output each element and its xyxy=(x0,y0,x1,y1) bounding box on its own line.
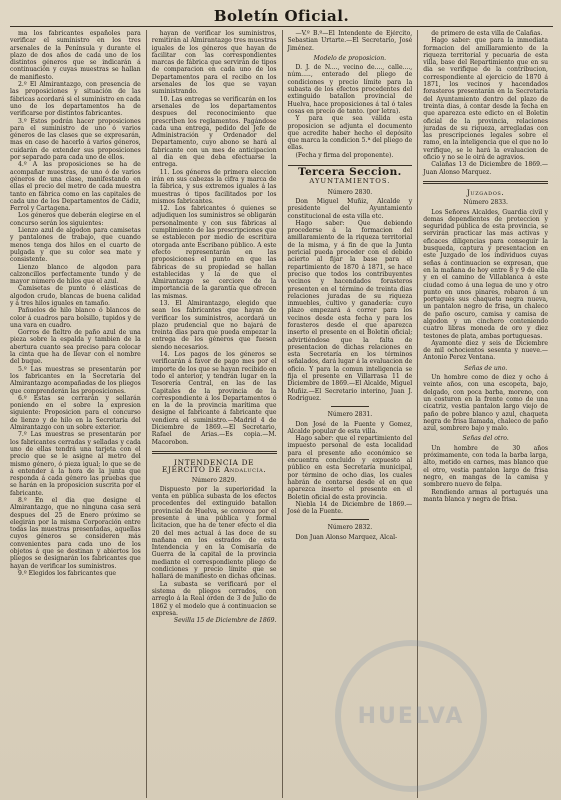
divider xyxy=(331,519,368,520)
paragraph: 2.º El Almirantazgo, con presencia de las proposiciones y situación de las fábricas acordará si el suministro en cada uno de los departamentos ha de verificarse por distintos fabricantes. xyxy=(10,81,141,118)
paragraph: Un hombre como de diez y ocho á veinte años, con una escopeta, bajo, delgado, con poca barba, moreno, con un costuron en la frente como de una cicatriz, vestia pantalon largo viejo de paño de pobre blanco y azul, chaqueta negra de frisa llamada, chaleco de paño azul, sombrero bajo y malo. xyxy=(423,374,548,433)
paragraph: La subasta se verificará por el sistema de pliegos cerrados, con arreglo á la Real órden de 3 de Julio de 1862 y el modelo que á continuacion se expresa. xyxy=(151,580,277,617)
column-4 xyxy=(417,30,553,798)
paragraph: Hago saber: que el repartimiento del impuesto personal de esta localidad para el presente año económico se encuentra concluido y expuesto al público en esta Secretaría municipal, por término de ocho dias, los cuales habrán de contarse desde el en que aparezca inserto el presente en el Boletin oficial de esta provincia. xyxy=(287,435,413,501)
paragraph: 12. Los fabricantes ó quienes se adjudiquen los suministros se obligarán personalmente y con sus fábricas al cumplimiento de las prescripciones que se establecen por medio de escritura otorgada ante Escribano público. A este efecto representarán en las proposiciones el punto en que las fábricas de su propiedad se hallan establecidas y la de que el Almirantazgo se cerciore de la importancia de la garantía que ofrecen las mismas. xyxy=(151,205,277,300)
publication-title: Boletín Oficial. xyxy=(213,7,350,25)
signs-title: Señas del otro. xyxy=(462,435,509,443)
paragraph: Lienzo azul de algodon para camisetas y pantalones de trabajo, que cuando menos tenga dos hilos en el cuarto de pulgada y que su color sea mate y consistente. xyxy=(10,227,141,264)
paragraph: Dispuesto por la superioridad la venta en pública subasta de los efectos procedentes del extinguido batallon provincial de Huelva, se convoca por el presente á una pública y formal licitacion, que ha de tener efecto el dia 20 del mes actual á las doce de su mañana en los estrados de esta Intendencia y en la Comisaría de Guerra de la capital de la provincia mediante el correspondiente pliego de condiciones y precio límite que se hallará de manifiesto en dichas oficinas. xyxy=(151,485,277,581)
paragraph: 8.º En el dia que designe el Almirantazgo, que no ninguna casa será despues del 25 de Enero próximo se elegirán por la misma Corporación entre todas las muestras presentadas, aquellas cuyos géneros se consideren más convenientes para cada uno de los objetos á que se destinan y abiertos los pliegos se designarán los fabricantes que hayan de verificar los suministros. xyxy=(10,497,141,570)
notice-number: Número 2829. xyxy=(191,476,237,484)
paragraph: Don José de la Fuente y Gomez, Alcalde popular de esta villa. xyxy=(287,420,413,435)
masthead xyxy=(10,6,553,27)
divider xyxy=(152,451,277,454)
paragraph: Don Miguel Muñiz, Alcalde y presidente del Ayuntamiento constitucional de esta villa etc. xyxy=(287,197,413,220)
paragraph: Hago saber: que para la inmediata formacion del amillaramiento de la riqueza territorial y pecuaria de esta villa, base del Repartimiento que en su dia se verifique de la contribucion, correspondiente al ejercicio de 1870 á 1871, los vecinos y hacendados forasteros presentarán en la Secretaría del Ayuntamiento dentro del plazo de treinta dias, á contar desde la fecha en que aparezca este edicto en el Boletin oficial de la provincia, relaciones juradas de su riqueza, arregladas con las prescripciones legales sobre el ramo, en la inteligencia que el que no lo verifique, se le hará la evaluacion de oficio y no se le oirá de agravios. xyxy=(423,37,548,162)
paragraph: 13. El Almirantazgo, elegido que sean los fabricantes que hayan de verificar los suministros, acordará un plazo prudencial que no bajará de treinta dias para que pueda empezar la entrega de los géneros que fuesen siendo necesarios. xyxy=(151,299,277,351)
paragraph: 7.º Las muestras se presentarán por los fabricantes cerradas y selladas y cada uno de ellas tendrá una tarjeta con el precio que se le asigne al metro del mismo género, ó pieza igual; lo que se de á entender á la hora de la junta que responda á cada género las pruebas que se harán en la proposicion suscrita por el fabricante. xyxy=(10,431,141,497)
notice-number: Número 2833. xyxy=(463,199,508,207)
paragraph: Los Señores Alcaldes, Guardia civil y demas dependientes de proteccion y seguridad pública de esta provincia, se servirán practicar las mas activas y eficaces diligencias para conseguir la busqueda, captura y presentacion en este Juzgado de los individuos cuyas señas á continuacion se expresan, que en la mañana de hoy entre 8 y 9 de ella y en el camino de Villablanca á este ciudad como á una legua de uno y otro punto en unos pinares, robaron á un portugués sus chaqueta negra nueva, un pantalon negro de frisa, un chaleco de paño oscuro, camisa y camisa de algodon y un cinchero conteniendo cuatro libras moneda de oro y diez testones de plata, ambas portuguesas. xyxy=(423,208,548,340)
signs-title: Señas de uno. xyxy=(464,364,508,372)
paragraph: 4.º A las proposiciones se ha de acompañar muestras, de uno ó de varios géneros de una clase, manifestando en ellas el precio del metro de cada muestra tanto en fábrica como en las capitales de cada uno de los Departamentos de Cádiz, Ferrol y Cartagena. xyxy=(10,161,141,213)
paragraph: 11. Los géneros de primera eleccion irán en sus cabezas la cifra y marca de la fábrica, y sus extremos iguales á las muestras ó tipos facilitados por los mismos fabricantes. xyxy=(151,168,277,205)
notice-number: Número 2832. xyxy=(327,524,373,532)
paragraph: Pañuelos de hilo blanco ó blancos de color á cuadros para bolsillo, tupidos y de una vara en cuadro. xyxy=(10,307,141,329)
paragraph: Gorros de fieltro de paño azul de una pieza sobre la espalda y tambien de la abertura cuanto sea preciso para colocar la cinta que ha de llevar con el nombre del buque. xyxy=(10,329,141,366)
paragraph: 3.º Estos podrán hacer proposiciones para el suministro de uno ó varios géneros de las clases que se expresarán, mas en caso de hacerlo á varios géneros, cuidarán de extender sus proposiciones por separado para cada uno de ellos. xyxy=(10,117,141,162)
paragraph: de primero de esta villa de Calañas. xyxy=(431,30,543,37)
paragraph: 6.º Estas se cerrarán y sellarán poniendo en el sobre la expresion siguiente: Proposicion para el concurso de lienzo y de hilo en la Secretaría del Almirantazgo con un sobre exterior. xyxy=(10,394,141,432)
paragraph: Y para que sea válida esta proposicion se adjunta el documento que acredite haber hecho el depósito que marca la condicion 5.ª del pliego de ellas. xyxy=(287,115,413,152)
column-2 xyxy=(146,30,282,798)
paragraph: 10. Las entregas se verificarán en los arsenales de los departamentos despues del reconocimiento que prescriben los reglamentos. Pagándose cada una entrega, pedido del Jefe de Administración y Ordenador del Departamento, cuyo abono se hará al fabricante con un mes de anticipacion al dia en que deba efectuarse la entrega. xyxy=(151,95,277,169)
paragraph: Un hombre de 30 años próximamente, con toda la barba larga, alto, metido en carnes, mas blanco que el otro, vestia pantalon largo de frisa negro, en mangas de la camisa y sombrero nuevo de felpa. xyxy=(423,444,548,489)
column-3 xyxy=(282,30,418,798)
paragraph: Calañas 13 de Diciembre de 1869.—Juan Alonso Marquez. xyxy=(423,161,548,176)
paragraph: —V.º B.º—El Intendente de Ejército, Sebastian Urtarte.—El Secretario, José Jiménez. xyxy=(287,30,413,52)
paragraph: D. J. de N...., vecino de...., calle...., núm....., enterado del pliego de condiciones y precio límite para la subasta de los efectos procedentes del extinguido batallon provincial de Huelva, hace proposiciones á tal ó tales cosas en precio de tanto. (por letra). xyxy=(287,64,413,115)
section-title: Tercera Seccion. xyxy=(288,165,413,176)
library-stamp-watermark: HUELVA xyxy=(335,640,487,792)
paragraph: 14. Los pagos de los géneros se verificarán á favor de pago mes por el importe de los que se hayan recibido en todo el anterior, y tendrán lugar en la Tesorería Central, en las de las Capitales de la provincia de la correspondiente á los Departamentos ó en la de la provincia marítima que designe el fabricante á fabricante que vendiera el suministro.—Madrid 4 de Diciembre de 1869.—El Secretario, Rafael de Arias.—Es copia.—M. Macorobon. xyxy=(151,351,277,446)
paragraph: Niebla 14 de Diciembre de 1869.—José de la Fuente. xyxy=(287,500,413,516)
section-title: Juzgados. xyxy=(466,187,505,197)
paragraph: Ayamonte diez y seis de Diciembre de mil ochocientos sesenta y nueve.—Antonio Perez Ventana. xyxy=(423,339,548,362)
divider xyxy=(423,181,548,184)
paragraph: Camisetas de punto ó elásticas de algodon crudo, blancas de buena calidad y á tres hilos iguales en tamaño. xyxy=(10,285,141,307)
paragraph: 5.º Las muestras se presentarán por los fabricantes en la Secretaría del Almirantazgo acompañadas de los pliegos que comprenderán las proposiciones. xyxy=(10,365,141,395)
notice-number: Número 2830. xyxy=(327,188,373,196)
paragraph: Rendiendo armas al portugués una manta blanca y negra de frisa. xyxy=(423,488,548,503)
paragraph: (Fecha y firma del proponente). xyxy=(295,151,394,159)
text-columns xyxy=(10,30,553,798)
model-title: Modelo de proposicion. xyxy=(313,54,387,62)
paragraph: Don Juan Alonso Marquez, Alcal- xyxy=(295,533,398,541)
sub-section-title: AYUNTAMIENTOS. xyxy=(309,177,391,186)
signature-line: Sevilla 15 de Diciembre de 1869. xyxy=(173,617,277,625)
notice-number: Número 2831. xyxy=(327,411,373,419)
paragraph: 9.º Elegidos los fabricantes que xyxy=(18,569,116,577)
paragraph: ma los fabricantes españoles para verificar el suministro en los tres arsenales de la Península y durante el plazo de dos años de cada uno de los distintos géneros que se indicarán á continuación y cuyas muestras se hallan de manifiesto. xyxy=(10,30,141,81)
divider xyxy=(331,406,368,407)
paragraph: Hago saber: Que debiendo procederse á la formacion del amillaramiento de la riqueza territorial de la misma, y á fin de que la Junta pericial pueda proceder con el debido acierto al fijar la base para el repartimiento de 1870 á 1871, se hace preciso que todos los contribuyentes vecinos y hacendados forasteros presenten en el término de treinta dias relaciones juradas de su riqueza inmuebles, cultivo y ganadería: cuyo plazo empezará á correr para los vecinos desde esta fecha y para los forasteros desde el que aparezca inserto el presente en el Boletin oficial; advirtiéndose que la falta de presentacion de dichas relaciones en esta Secretaría en los términos señalados, dará lugar á la evaluacion de oficio. Y para la comun inteligencia se fija el presente en Villarrasa 11 de Diciembre de 1869.—El Alcalde, Miguel Muñiz.—El Secretario interino, Juan J. Rodriguez. xyxy=(287,219,413,402)
paragraph: Lienzo blanco de algodon para calzoncillos perfectamente tundo y de mayor número de hilos que el azul. xyxy=(10,263,141,286)
paragraph: hayan de verificar los suministros, remitirán al Almirantazgo tres muestras iguales de los géneros que hayan de facilitar con las correspondientes marcas de fábrica que servirán de tipos de comparacion en cada uno de los Departamentos para el recibo en los arsenales de los que se vayan suministrando. xyxy=(151,30,277,96)
section-title: INTENDENCIA DE EJÉRCITO DE Andalucía. xyxy=(161,457,267,475)
column-1 xyxy=(10,30,146,798)
paragraph: Los géneros que deberán elegirse en el concurso serán los siguientes: xyxy=(10,212,141,227)
